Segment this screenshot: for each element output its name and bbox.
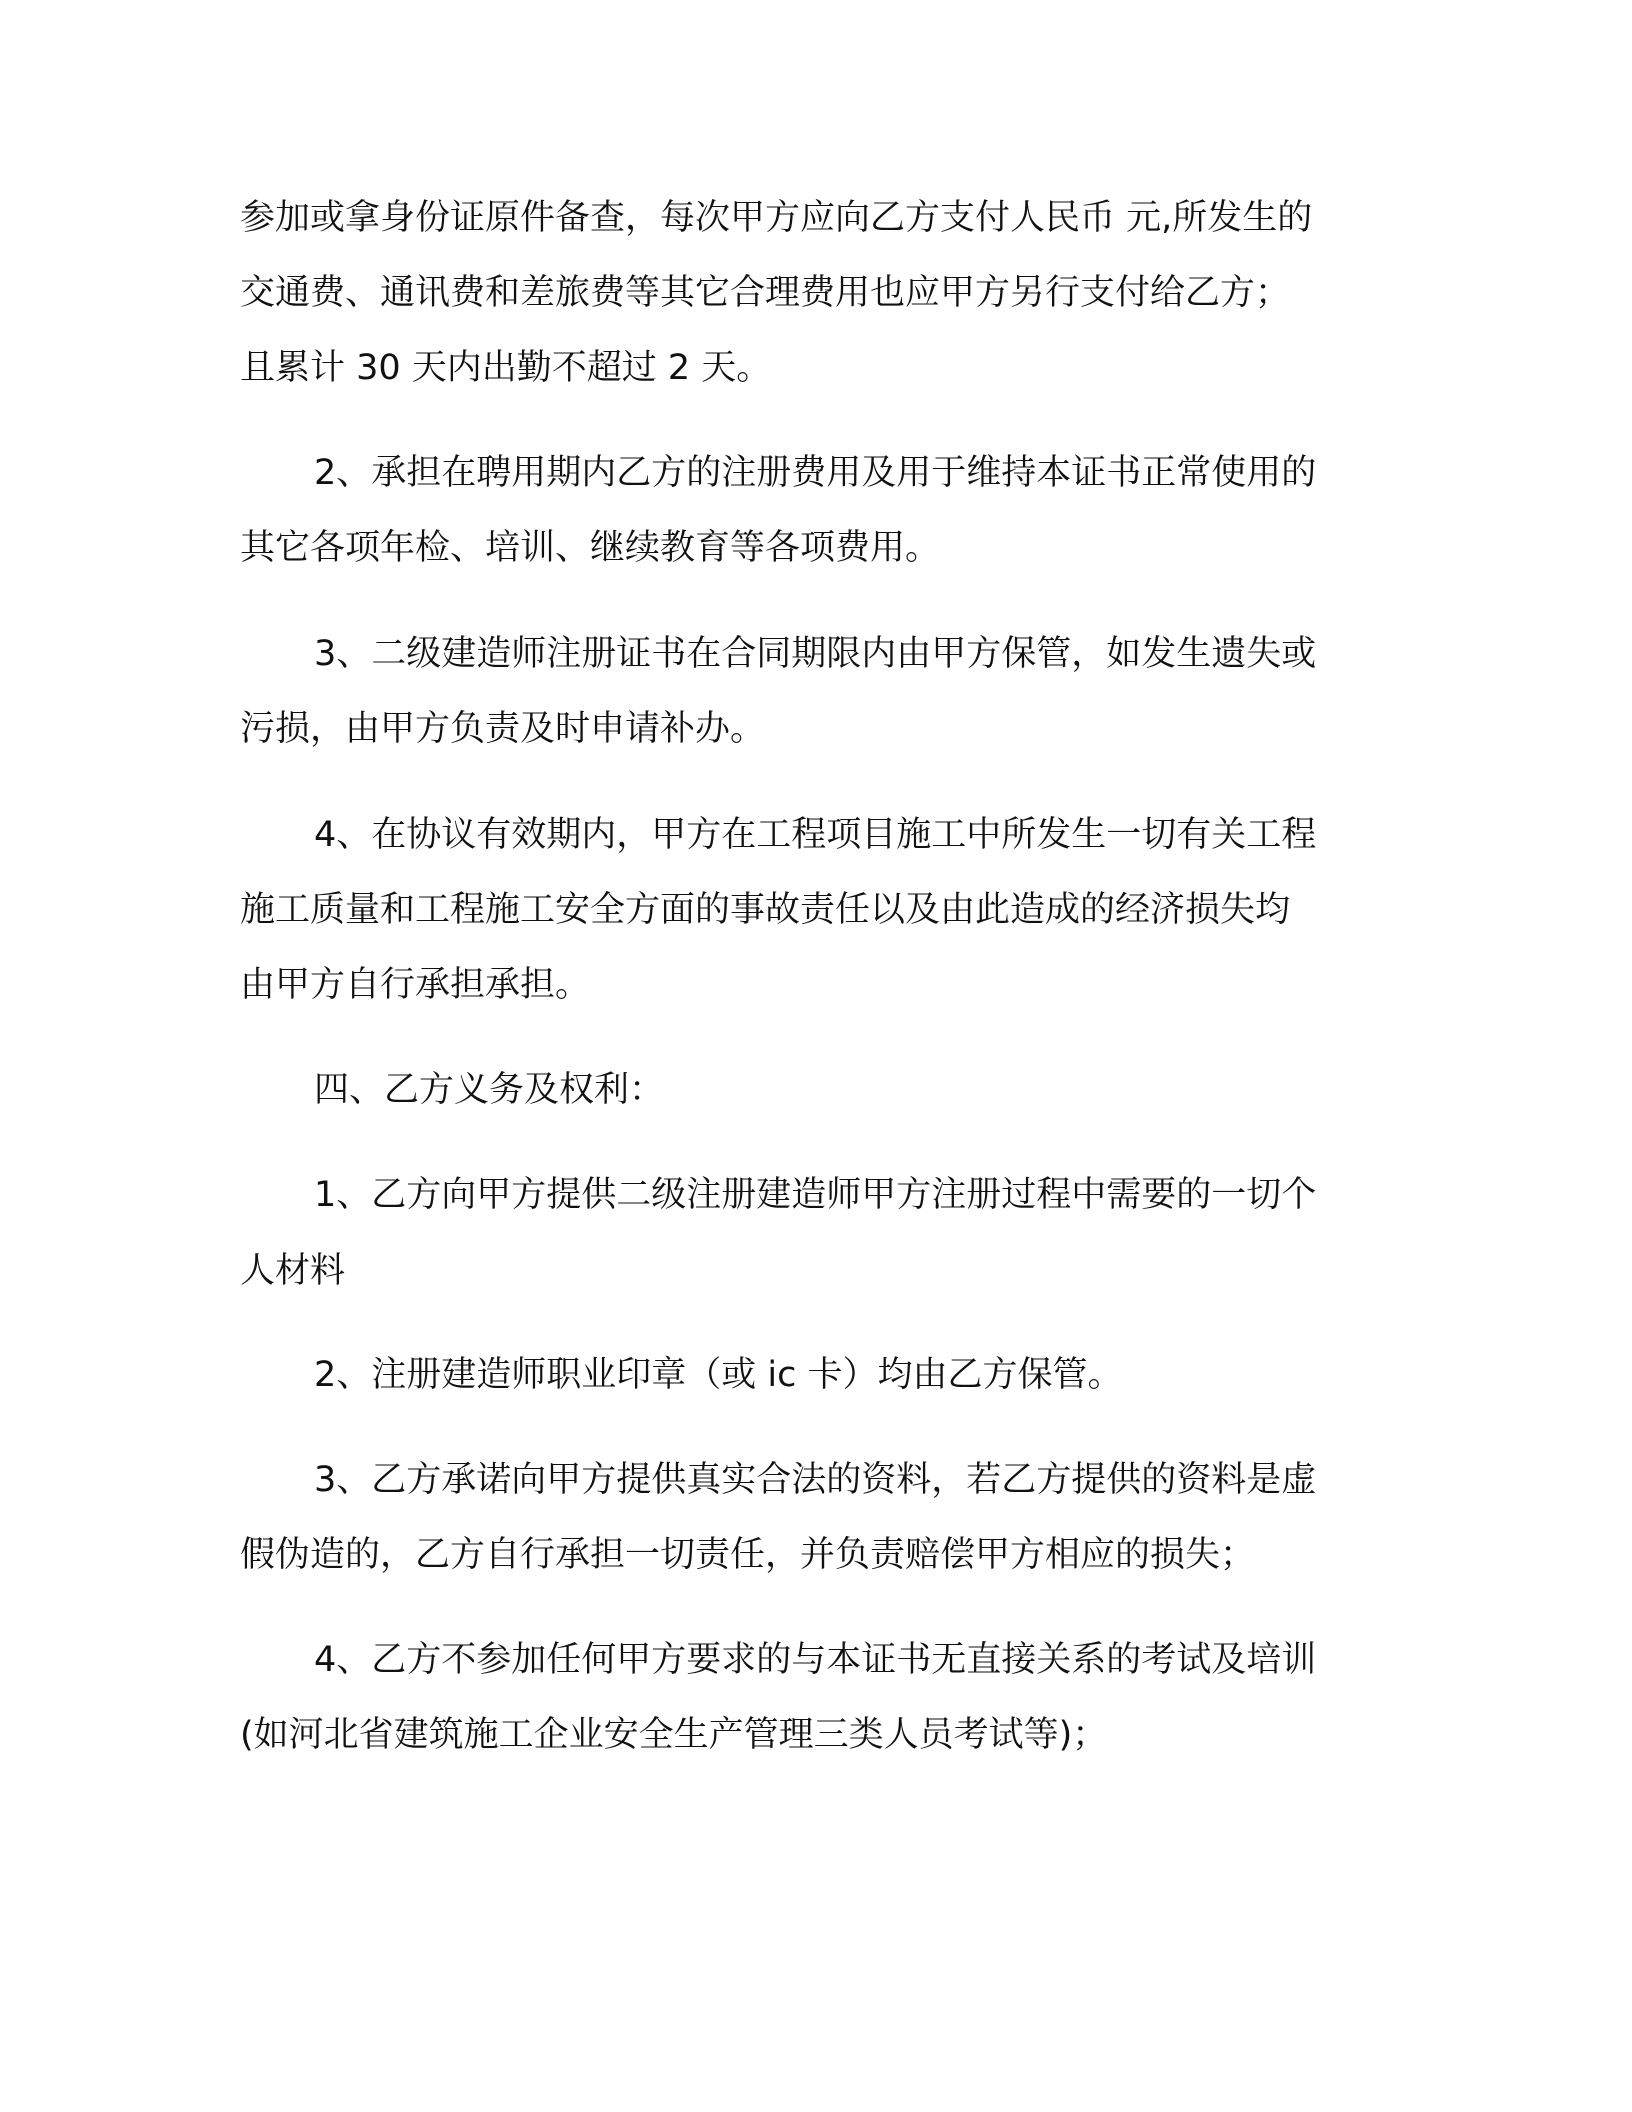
text-line: 2、注册建造师职业印章（或 ic 卡）均由乙方保管。 [314,1355,1123,1395]
text-line: (如河北省建筑施工企业安全生产管理三类人员考试等)； [240,1715,1108,1755]
text-line: 假伪造的，乙方自行承担一切责任，并负责赔偿甲方相应的损失； [240,1535,1256,1575]
section-heading: 四、乙方义务及权利： [314,1070,665,1110]
text-line: 且累计 30 天内出勤不超过 2 天。 [240,348,772,388]
text-line: 由甲方自行承担承担。 [240,965,591,1005]
text-line: 污损，由甲方负责及时申请补办。 [240,709,766,749]
text-line: 1、乙方向甲方提供二级注册建造师甲方注册过程中需要的一切个 [314,1175,1317,1215]
text-line: 交通费、通讯费和差旅费等其它合理费用也应甲方另行支付给乙方； [240,273,1291,313]
text-line: 3、乙方承诺向甲方提供真实合法的资料，若乙方提供的资料是虚 [314,1460,1317,1500]
text-line: 2、承担在聘用期内乙方的注册费用及用于维持本证书正常使用的 [314,453,1317,493]
text-line: 4、乙方不参加任何甲方要求的与本证书无直接关系的考试及培训 [314,1640,1317,1680]
text-line: 施工质量和工程施工安全方面的事故责任以及由此造成的经济损失均 [240,890,1291,930]
text-line: 4、在协议有效期内，甲方在工程项目施工中所发生一切有关工程 [314,815,1317,855]
text-line: 参加或拿身份证原件备查，每次甲方应向乙方支付人民币 元,所发生的 [240,198,1313,238]
text-line: 其它各项年检、培训、继续教育等各项费用。 [240,528,941,568]
text-line: 3、二级建造师注册证书在合同期限内由甲方保管，如发生遗失或 [314,634,1317,674]
text-line: 人材料 [240,1251,346,1291]
